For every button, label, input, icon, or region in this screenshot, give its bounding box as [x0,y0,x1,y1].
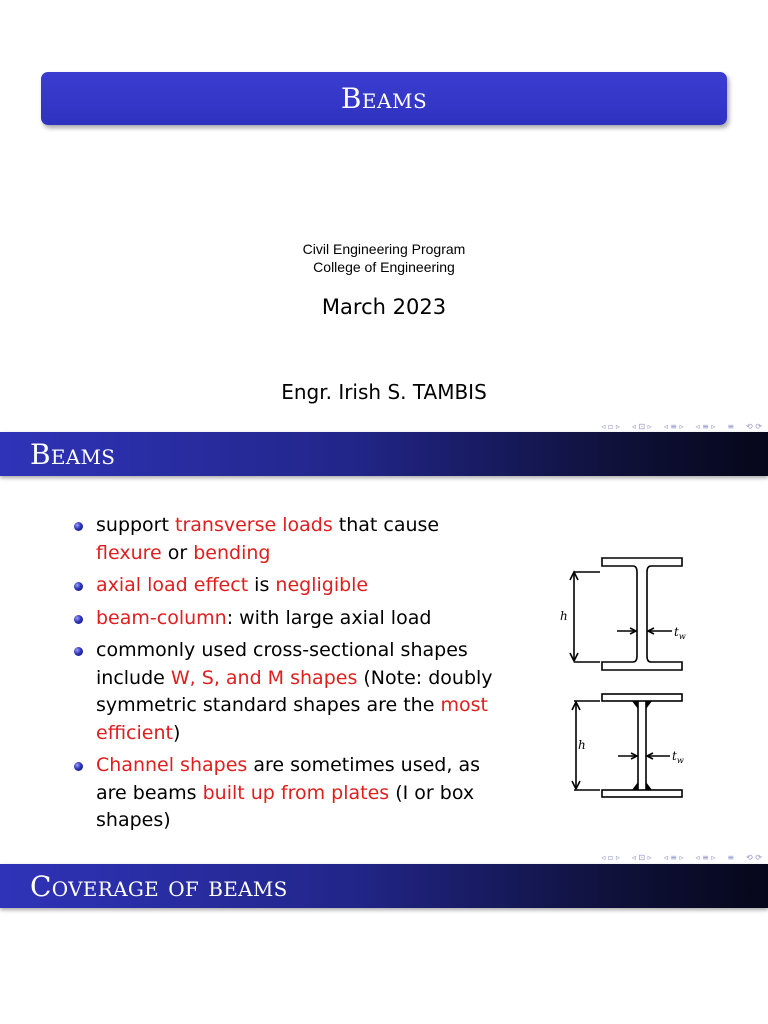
bullet-icon [74,582,83,591]
title-box [41,72,727,125]
navigation-symbols[interactable] [601,420,762,432]
presentation-date: March 2023 [321,295,447,319]
emphasis-text: transverse loads [175,514,333,536]
bullet-text: ) [172,721,181,744]
emphasis-text: negligible [275,574,369,596]
emphasis-text: flexure [96,541,162,564]
thickness-label-tw: $t_w$ [672,749,684,765]
beams-slide [0,432,768,864]
institute-line-2: College of Engineering [313,259,455,275]
bullet-icon [74,522,83,531]
title-slide [0,0,768,432]
bullet-item [74,605,504,633]
rolled-i-section [570,558,682,670]
thickness-label-tw: $t_w$ [674,625,686,641]
frame-header [0,432,768,476]
emphasis-text: W, S, and M shapes [170,666,358,689]
nav-symbol-icon[interactable]: ◃ ≡ ▹ [695,421,716,431]
emphasis-text: built up from plates [202,781,390,804]
institute-line-1: Civil Engineering Program [302,241,466,257]
nav-symbol-icon[interactable]: ◃ ▫ ▹ [601,852,620,862]
nav-symbol-icon[interactable]: ≡ [727,421,735,431]
bullet-item [74,637,504,747]
coverage-slide [0,864,768,1024]
bullet-text: is [248,574,276,596]
bullet-icon [74,615,83,624]
nav-symbol-icon[interactable]: ⟲ ⟳ [746,421,762,431]
emphasis-text: beam-column [96,606,227,629]
height-label-h: h [578,738,586,752]
nav-symbol-icon[interactable]: ◃ ≡ ▹ [663,421,684,431]
nav-symbol-icon[interactable]: ≡ [727,852,735,862]
emphasis-text: most efficient [96,694,488,744]
bullet-text: support [96,514,175,536]
height-label-h: h [560,609,568,623]
bullet-item [74,512,504,567]
nav-symbol-icon[interactable]: ◃ ⊡ ▹ [631,421,652,431]
bullet-text: that cause [332,514,440,536]
emphasis-text: bending [193,541,271,564]
emphasis-text: Channel shapes [96,754,248,776]
bullet-text: (Note: doubly symmetric standard shapes are the [96,666,493,716]
frame-header [0,864,768,908]
bullet-list [74,512,504,840]
bullet-text: are sometimes used, as are beams [96,754,480,804]
navigation-symbols[interactable] [601,851,762,863]
bullet-icon [74,647,83,656]
bullet-item [74,752,504,835]
built-up-i-section [572,694,682,797]
nav-symbol-icon[interactable]: ◃ ⊡ ▹ [631,852,652,862]
weld-fillet [632,701,652,790]
bullet-text: commonly used cross-sectional shapes include [96,639,468,689]
frame-title: Beams [30,437,116,471]
nav-symbol-icon[interactable]: ◃ ≡ ▹ [663,852,684,862]
bullet-text: : with large axial load [226,606,432,629]
bullet-icon [74,762,83,771]
nav-symbol-icon[interactable]: ◃ ▫ ▹ [601,421,620,431]
bullet-text: (I or box shapes) [96,781,475,831]
frame-title: Coverage of beams [30,869,288,903]
bullet-item [74,572,504,600]
emphasis-text: axial load effect [96,574,249,596]
beam-cross-section-figure [548,552,698,812]
presentation-author: Engr. Irish S. TAMBIS [281,380,487,404]
nav-symbol-icon[interactable]: ⟲ ⟳ [746,852,762,862]
bullet-text: or [161,541,194,564]
nav-symbol-icon[interactable]: ◃ ≡ ▹ [695,852,716,862]
presentation-title: Beams [340,82,428,115]
